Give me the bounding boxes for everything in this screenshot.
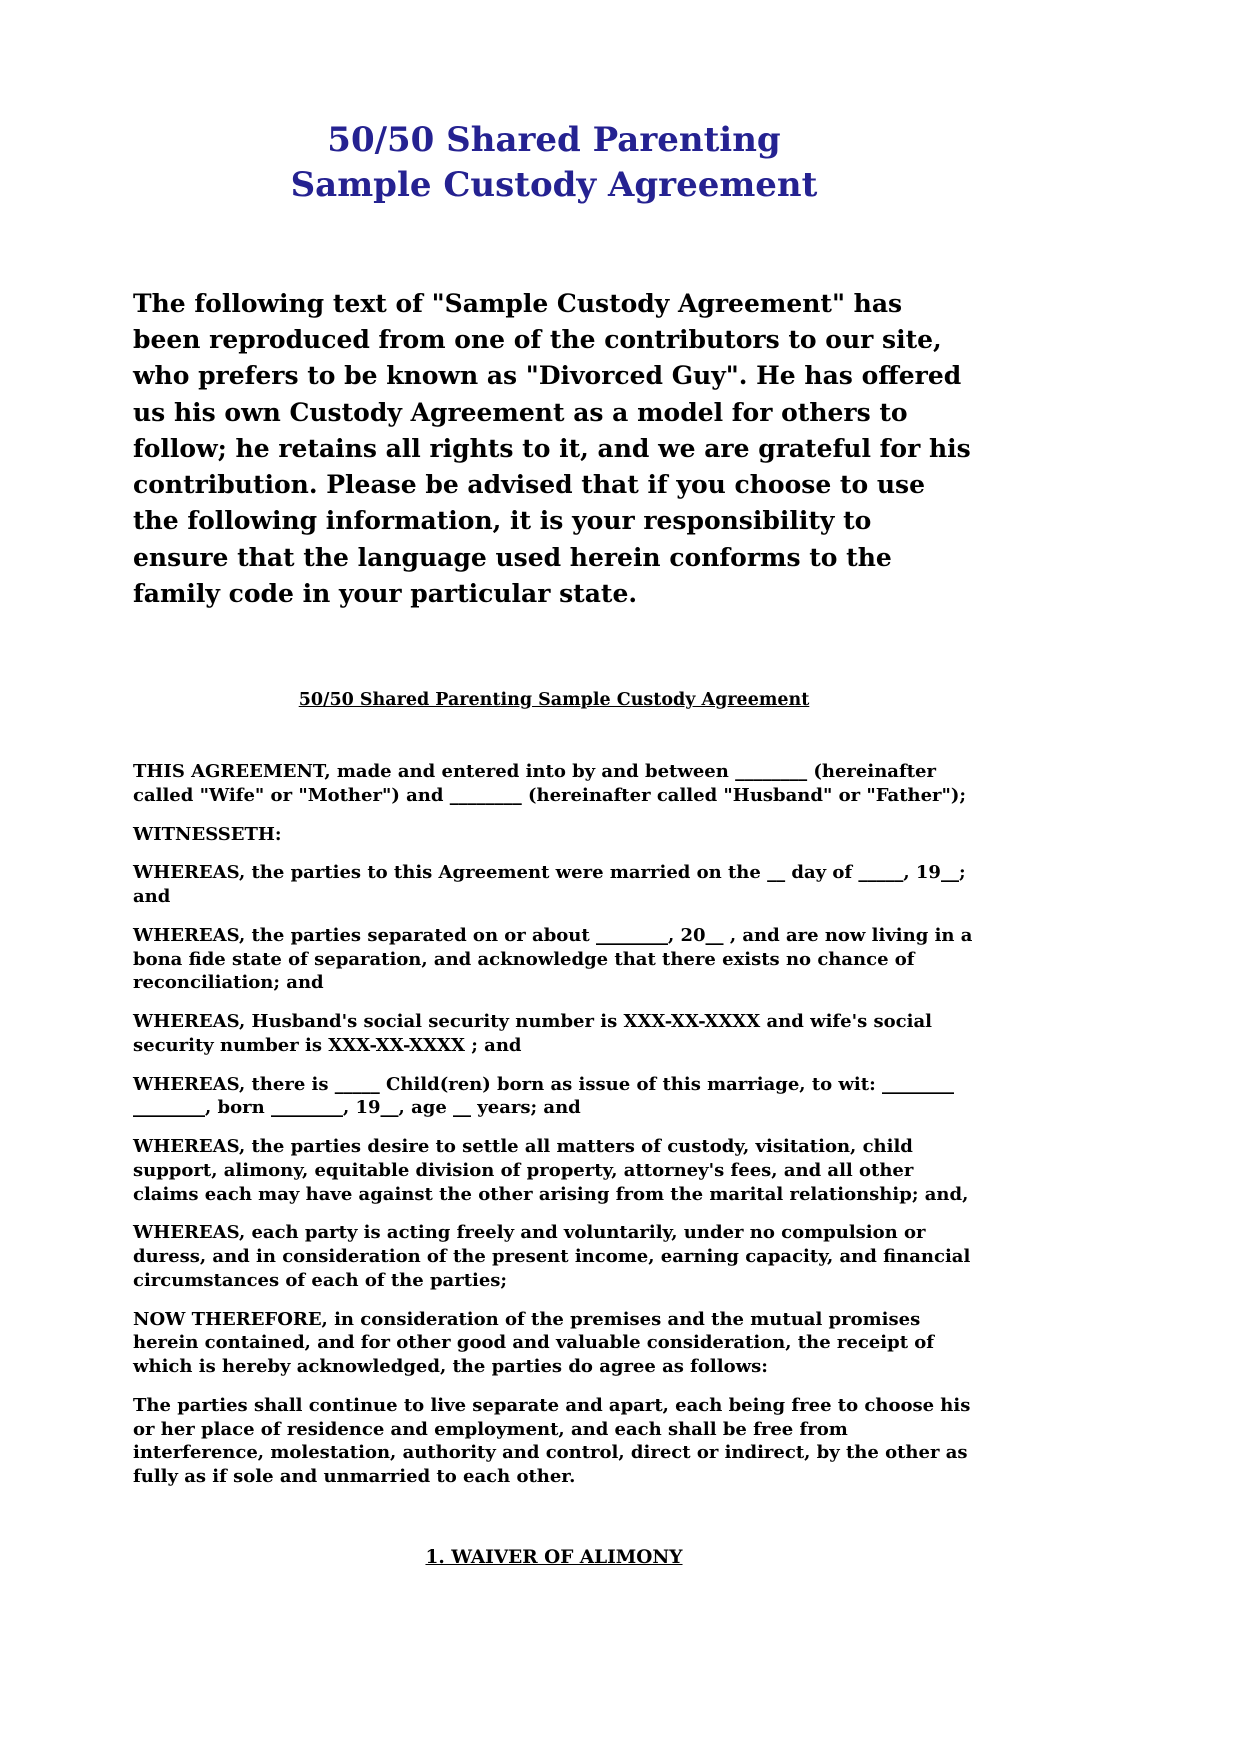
paragraph-this-agreement: THIS AGREEMENT, made and entered into by and between ________ (hereinafter called "Wife" or "Mother") and ________ (hereinafter called "Husband" or "Father"); — [133, 761, 967, 806]
paragraph-whereas-married: WHEREAS, the parties to this Agreement were married on the __ day of _____, 19__; and — [133, 862, 966, 907]
section-heading: 50/50 Shared Parenting Sample Custody Agreement — [298, 690, 810, 710]
paragraph-live-separate: The parties shall continue to live separate and apart, each being free to choose his or her place of residence and employment, and each shall be free from interference, molestation, authority and control, direct or indirect, by the other as fully as if sole and unmarried to each other. — [133, 1394, 971, 1487]
paragraph-whereas-ssn: WHEREAS, Husband's social security number is XXX-XX-XXXX and wife's social security number is XXX-XX-XXXX ; and — [133, 1011, 932, 1056]
agreement-body — [133, 760, 975, 1489]
paragraph-now-therefore: NOW THEREFORE, in consideration of the premises and the mutual promises herein contained, and for other good and valuable consideration, the receipt of which is hereby acknowledged, the parties do agree as follows: — [133, 1308, 935, 1377]
document-title — [133, 118, 975, 208]
title-line-1: 50/50 Shared Parenting — [327, 120, 781, 160]
waiver-of-alimony-heading: 1. WAIVER OF ALIMONY — [425, 1546, 683, 1568]
paragraph-whereas-freely: WHEREAS, each party is acting freely and voluntarily, under no compulsion or duress, and in consideration of the present income, earning capacity, and financial circumstances of each of the parties; — [133, 1222, 971, 1291]
paragraph-whereas-separated: WHEREAS, the parties separated on or about ________, 20__ , and are now living in a bona fide state of separation, and acknowledge that there exists no chance of reconciliation; and — [133, 924, 973, 994]
paragraph-whereas-children: WHEREAS, there is _____ Child(ren) born as issue of this marriage, to wit: ________ ________, born ________, 19__, age __ years; and — [133, 1073, 954, 1119]
intro-paragraph: The following text of "Sample Custody Agreement" has been reproduced from one of the contributors to our site, who prefers to be known as "Divorced Guy". He has offered us his own Custody Agreement as a model for others to follow; he retains all rights to it, and we are grateful for his contribution. Please be advised that if you choose to use the following information, it is your responsibility to ensure that the language used herein conforms to the family code in your particular state. — [133, 288, 971, 608]
paragraph-witnesseth: WITNESSETH: — [133, 823, 282, 845]
paragraph-whereas-settle-matters: WHEREAS, the parties desire to settle all matters of custody, visitation, child support, alimony, equitable division of property, attorney's fees, and all other claims each may have against the other arising from the marital relationship; and, — [133, 1136, 969, 1205]
title-line-2: Sample Custody Agreement — [290, 164, 818, 205]
